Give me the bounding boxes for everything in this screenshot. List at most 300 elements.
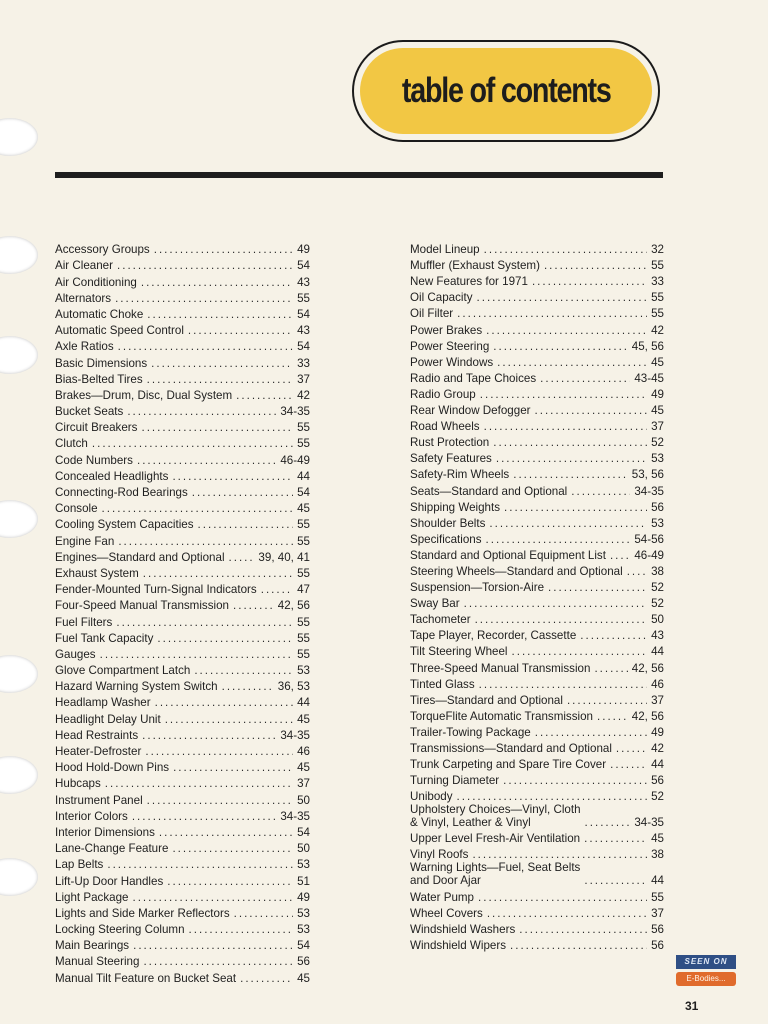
toc-entry-page: 49 — [651, 387, 664, 401]
toc-entry-page: 53 — [651, 516, 664, 530]
toc-entry-page: 42, 56 — [631, 709, 664, 723]
header-rule — [55, 172, 663, 178]
toc-entry-label: Radio and Tape Choices — [410, 371, 537, 385]
toc-entry-page: 54 — [297, 825, 310, 839]
toc-entry — [55, 305, 310, 321]
toc-entry-page: 56 — [651, 774, 664, 788]
toc-entry — [410, 369, 664, 385]
toc-entry — [410, 449, 664, 465]
toc-entry — [55, 434, 310, 450]
toc-entry-label: Power Brakes — [410, 323, 483, 337]
toc-dot-leader — [233, 599, 274, 612]
toc-entry-page: 45 — [297, 712, 310, 726]
toc-dot-leader — [261, 583, 293, 596]
toc-entry-label: Transmissions—Standard and Optional — [410, 742, 612, 755]
toc-entry-label: Interior Colors — [55, 809, 128, 823]
toc-entry-label: Power Steering — [410, 339, 490, 353]
toc-entry-page: 34-35 — [634, 484, 664, 498]
toc-entry-page: 54 — [297, 486, 310, 499]
toc-dot-leader — [188, 324, 293, 337]
toc-entry-label: Muffler (Exhaust System) — [410, 259, 540, 273]
toc-dot-leader — [154, 243, 293, 256]
toc-entry-label: TorqueFlite Automatic Transmission — [410, 709, 593, 723]
toc-entry — [410, 626, 664, 642]
toc-dot-leader — [513, 468, 628, 481]
toc-dot-leader — [172, 842, 293, 855]
page-title: table of contents — [401, 71, 611, 110]
toc-dot-leader — [585, 816, 631, 829]
toc-entry-page: 43 — [297, 324, 310, 338]
toc-entry-label: Turning Diameter — [410, 774, 500, 788]
toc-entry-label: Main Bearings — [55, 939, 130, 953]
toc-dot-leader — [487, 907, 647, 920]
toc-dot-leader — [127, 405, 276, 418]
toc-dot-leader — [457, 307, 647, 320]
toc-entry-page: 37 — [651, 906, 664, 920]
toc-entry — [55, 904, 310, 920]
toc-dot-leader — [480, 388, 647, 401]
toc-entry-page: 34-35 — [634, 816, 664, 830]
toc-entry-page: 55 — [297, 291, 310, 305]
toc-entry — [55, 629, 310, 645]
toc-dot-leader — [567, 694, 647, 707]
toc-entry-label: Fender-Mounted Turn-Signal Indicators — [55, 583, 257, 597]
toc-entry — [410, 256, 664, 272]
toc-entry — [55, 467, 310, 483]
toc-entry-page: 45 — [651, 355, 664, 369]
toc-entry-label: Lane-Change Feature — [55, 842, 169, 856]
toc-entry-page: 45 — [297, 761, 310, 775]
toc-dot-leader — [189, 923, 294, 936]
toc-dot-leader — [137, 454, 276, 467]
toc-entry-label: Fuel Filters — [55, 615, 113, 629]
toc-entry-page: 38 — [651, 848, 664, 862]
toc-entry-page: 47 — [297, 583, 310, 597]
toc-entry — [55, 790, 310, 806]
toc-entry — [55, 936, 310, 952]
toc-entry-page: 44 — [297, 469, 310, 483]
toc-entry-page: 55 — [651, 890, 664, 904]
toc-entry — [410, 861, 664, 887]
toc-dot-leader — [486, 324, 647, 337]
toc-dot-leader — [159, 826, 293, 839]
toc-dot-leader — [493, 340, 628, 353]
toc-entry — [410, 803, 664, 829]
toc-entry-page: 50 — [297, 793, 310, 807]
toc-entry-page: 55 — [651, 259, 664, 273]
toc-entry-label: Tinted Glass — [410, 677, 475, 691]
toc-entry — [55, 612, 310, 628]
toc-entry — [410, 787, 664, 803]
toc-entry-label: Lights and Side Marker Reflectors — [55, 906, 230, 920]
toc-dot-leader — [145, 745, 293, 758]
toc-entry — [55, 774, 310, 790]
toc-entry-page: 54 — [297, 307, 310, 321]
toc-entry-label: Clutch — [55, 437, 88, 451]
toc-entry-label: Automatic Speed Control — [55, 324, 184, 338]
toc-entry — [55, 256, 310, 272]
toc-entry-page: 49 — [297, 890, 310, 904]
toc-entry-label: Trunk Carpeting and Spare Tire Cover — [410, 758, 607, 772]
toc-entry-page: 55 — [297, 631, 310, 645]
toc-entry-label: Alternators — [55, 291, 112, 305]
toc-entry — [55, 645, 310, 661]
toc-dot-leader — [484, 420, 647, 433]
toc-dot-leader — [236, 389, 293, 402]
toc-entry-page: 56 — [651, 922, 664, 936]
toc-entry — [410, 272, 664, 288]
toc-entry — [410, 240, 664, 256]
toc-dot-leader — [535, 404, 648, 417]
toc-entry-page: 46-49 — [280, 453, 310, 467]
binder-hole — [0, 236, 38, 274]
toc-entry-label: Tilt Steering Wheel — [410, 645, 508, 659]
toc-entry — [410, 771, 664, 787]
toc-entry-label: Specifications — [410, 532, 482, 546]
binder-hole — [0, 118, 38, 156]
toc-dot-leader — [117, 259, 293, 272]
toc-dot-leader — [194, 664, 293, 677]
watermark-line2: E-Bodies... — [676, 972, 736, 986]
toc-entry — [410, 546, 664, 562]
toc-dot-leader — [597, 710, 628, 723]
toc-entry-label: Accessory Groups — [55, 243, 150, 257]
toc-entry-page: 55 — [297, 437, 310, 451]
toc-entry-label: Connecting-Rod Bearings — [55, 486, 188, 499]
toc-entry — [410, 642, 664, 658]
toc-entry-page: 45 — [297, 971, 310, 985]
toc-entry — [410, 610, 664, 626]
toc-entry-label: Power Windows — [410, 355, 494, 369]
toc-entry — [55, 839, 310, 855]
toc-column-right — [410, 240, 664, 952]
toc-dot-leader — [497, 356, 647, 369]
toc-entry-label: Vinyl Roofs — [410, 848, 469, 862]
toc-entry-label: Shipping Weights — [410, 500, 501, 514]
toc-entry-page: 45 — [651, 832, 664, 846]
toc-dot-leader — [234, 907, 293, 920]
toc-entry — [55, 888, 310, 904]
toc-entry-page: 33 — [651, 275, 664, 289]
toc-entry-label: Automatic Choke — [55, 307, 144, 321]
toc-entry-label: Heater-Defroster — [55, 745, 142, 758]
toc-entry-label: Oil Filter — [410, 307, 454, 321]
toc-entry — [55, 726, 310, 742]
toc-entry — [410, 385, 664, 401]
toc-entry-label: Circuit Breakers — [55, 421, 138, 435]
toc-entry — [55, 370, 310, 386]
toc-dot-leader — [147, 308, 293, 321]
toc-entry — [55, 952, 310, 968]
toc-entry-page: 34-35 — [280, 809, 310, 823]
binder-hole — [0, 500, 38, 538]
toc-entry — [55, 499, 310, 515]
toc-entry-label: Interior Dimensions — [55, 825, 155, 839]
toc-entry-page: 55 — [297, 421, 310, 435]
toc-entry-page: 49 — [297, 243, 310, 257]
toc-entry — [55, 661, 310, 677]
toc-dot-leader — [172, 470, 293, 483]
toc-entry-page: 53 — [297, 858, 310, 872]
toc-entry-label: Instrument Panel — [55, 793, 143, 807]
toc-entry-page: 55 — [297, 534, 310, 548]
toc-entry — [55, 450, 310, 466]
toc-entry — [410, 320, 664, 336]
toc-entry — [410, 845, 664, 861]
toc-entry — [410, 691, 664, 707]
toc-entry-label: Three-Speed Manual Transmission — [410, 661, 591, 675]
toc-entry-label: Hubcaps — [55, 777, 101, 791]
toc-entry-page: 43-45 — [634, 371, 664, 385]
binder-hole — [0, 336, 38, 374]
toc-entry — [55, 742, 310, 758]
toc-entry-page: 56 — [651, 500, 664, 514]
page-number: 31 — [685, 999, 699, 1013]
toc-entry-page: 52 — [651, 581, 664, 595]
toc-entry — [410, 739, 664, 755]
toc-dot-leader — [464, 597, 647, 610]
toc-dot-leader — [457, 790, 648, 803]
toc-dot-leader — [544, 259, 647, 272]
toc-dot-leader — [548, 581, 647, 594]
toc-entry — [55, 240, 310, 256]
watermark-logo — [676, 955, 736, 986]
toc-dot-leader — [512, 645, 648, 658]
toc-dot-leader — [132, 810, 277, 823]
toc-dot-leader — [519, 923, 647, 936]
toc-entry — [55, 548, 310, 564]
toc-entry — [410, 887, 664, 903]
toc-entry-label: Sway Bar — [410, 597, 460, 611]
toc-dot-leader — [478, 891, 647, 904]
toc-entry-page: 45, 56 — [631, 339, 664, 353]
toc-entry — [55, 580, 310, 596]
toc-entry — [410, 829, 664, 845]
toc-entry-page: 53 — [297, 664, 310, 678]
toc-entry — [410, 417, 664, 433]
toc-entry-label: Air Cleaner — [55, 259, 113, 273]
toc-dot-leader — [479, 678, 647, 691]
toc-entry-page: 36, 53 — [277, 680, 310, 694]
toc-entry — [55, 289, 310, 305]
toc-dot-leader — [610, 758, 647, 771]
toc-entry-label: Air Conditioning — [55, 275, 137, 289]
toc-entry — [55, 337, 310, 353]
toc-entry-page: 44 — [651, 874, 664, 888]
toc-entry-label: New Features for 1971 — [410, 275, 528, 289]
toc-entry-page: 42 — [297, 388, 310, 402]
toc-entry — [410, 530, 664, 546]
toc-dot-leader — [100, 648, 293, 661]
toc-entry — [55, 418, 310, 434]
toc-entry-label: Cooling System Capacities — [55, 518, 194, 532]
toc-dot-leader — [240, 972, 293, 985]
binder-hole — [0, 756, 38, 794]
toc-entry — [55, 272, 310, 288]
toc-entry-label: Safety-Rim Wheels — [410, 468, 510, 482]
toc-entry-label: Rust Protection — [410, 436, 490, 450]
toc-entry-label: Four-Speed Manual Transmission — [55, 599, 229, 613]
toc-dot-leader — [540, 372, 630, 385]
toc-dot-leader — [610, 549, 630, 562]
toc-entry — [55, 402, 310, 418]
toc-entry-label: Unibody — [410, 790, 453, 804]
toc-dot-leader — [105, 777, 293, 790]
toc-dot-leader — [92, 437, 293, 450]
toc-entry-label: Bias-Belted Tires — [55, 372, 143, 386]
toc-entry-label: Basic Dimensions — [55, 356, 148, 370]
toc-entry-label: Upholstery Choices—Vinyl, Cloth & Vinyl, Leather & Vinyl — [410, 803, 581, 830]
toc-entry-label: Code Numbers — [55, 453, 133, 467]
toc-entry-page: 54 — [297, 340, 310, 354]
toc-entry-page: 55 — [297, 647, 310, 661]
toc-dot-leader — [102, 502, 294, 515]
toc-entry-label: Windshield Washers — [410, 922, 516, 936]
toc-entry — [55, 677, 310, 693]
toc-dot-leader — [132, 891, 293, 904]
toc-entry-page: 53 — [651, 452, 664, 466]
toc-entry-page: 34-35 — [280, 728, 310, 742]
toc-entry-page: 54 — [297, 939, 310, 953]
toc-dot-leader — [627, 565, 647, 578]
toc-entry — [410, 433, 664, 449]
toc-entry-label: Lift-Up Door Handles — [55, 874, 164, 888]
toc-entry-label: Upper Level Fresh-Air Ventilation — [410, 832, 581, 846]
toc-dot-leader — [504, 501, 647, 514]
toc-entry-label: Seats—Standard and Optional — [410, 484, 568, 498]
toc-entry-page: 50 — [651, 613, 664, 627]
toc-entry-label: Gauges — [55, 647, 96, 661]
toc-entry-page: 37 — [651, 420, 664, 434]
watermark-line1: SEEN ON — [676, 955, 736, 969]
toc-entry-page: 56 — [297, 955, 310, 969]
toc-dot-leader — [155, 696, 294, 709]
toc-entry-page: 33 — [297, 356, 310, 370]
toc-entry-label: Wheel Covers — [410, 906, 483, 920]
toc-entry-page: 46 — [297, 745, 310, 758]
toc-dot-leader — [594, 662, 627, 675]
toc-entry — [55, 807, 310, 823]
toc-dot-leader — [486, 533, 631, 546]
toc-entry-page: 42, 56 — [277, 599, 310, 613]
toc-entry-label: Fuel Tank Capacity — [55, 631, 154, 645]
toc-entry-label: Head Restraints — [55, 728, 139, 742]
toc-entry-page: 53, 56 — [631, 468, 664, 482]
toc-entry-label: Standard and Optional Equipment List — [410, 548, 606, 562]
title-badge-fill — [360, 48, 652, 134]
toc-entry — [410, 755, 664, 771]
toc-entry — [55, 531, 310, 547]
toc-dot-leader — [143, 955, 293, 968]
toc-column-left — [55, 240, 310, 985]
toc-entry-label: Axle Ratios — [55, 340, 114, 354]
toc-dot-leader — [503, 774, 647, 787]
toc-entry-page: 55 — [297, 566, 310, 580]
toc-entry-page: 39, 40, 41 — [258, 550, 310, 564]
toc-entry — [410, 594, 664, 610]
toc-dot-leader — [147, 794, 293, 807]
toc-entry — [55, 693, 310, 709]
toc-entry-page: 46-49 — [634, 548, 664, 562]
toc-dot-leader — [192, 486, 293, 499]
toc-entry-page: 54 — [297, 259, 310, 273]
toc-entry-page: 38 — [651, 564, 664, 578]
toc-dot-leader — [157, 632, 293, 645]
toc-entry-label: Road Wheels — [410, 420, 480, 434]
toc-dot-leader — [198, 518, 294, 531]
toc-entry — [55, 564, 310, 580]
toc-dot-leader — [151, 357, 293, 370]
toc-entry — [55, 321, 310, 337]
toc-entry-page: 55 — [297, 518, 310, 532]
toc-entry-page: 53 — [297, 906, 310, 920]
toc-entry-page: 53 — [297, 923, 310, 937]
toc-entry — [410, 562, 664, 578]
toc-dot-leader — [165, 713, 293, 726]
toc-dot-leader — [532, 275, 647, 288]
toc-entry-label: Water Pump — [410, 890, 474, 904]
toc-entry — [410, 675, 664, 691]
toc-entry-label: Radio Group — [410, 387, 476, 401]
toc-dot-leader — [173, 761, 293, 774]
toc-dot-leader — [489, 517, 647, 530]
toc-entry — [55, 823, 310, 839]
toc-entry-page: 44 — [651, 758, 664, 772]
toc-entry-label: Warning Lights—Fuel, Seat Belts and Door Ajar — [410, 861, 581, 888]
toc-entry-label: Shoulder Belts — [410, 516, 486, 530]
toc-entry-page: 52 — [651, 790, 664, 804]
toc-entry — [410, 465, 664, 481]
binder-hole — [0, 655, 38, 693]
toc-dot-leader — [141, 421, 293, 434]
toc-entry-label: Locking Steering Column — [55, 923, 185, 937]
toc-dot-leader — [133, 939, 293, 952]
toc-entry-page: 56 — [651, 938, 664, 952]
toc-entry — [410, 304, 664, 320]
toc-entry — [55, 968, 310, 984]
toc-entry-page: 52 — [651, 436, 664, 450]
toc-entry-label: Safety Features — [410, 452, 492, 466]
toc-entry-label: Console — [55, 502, 98, 516]
toc-entry-page: 43 — [651, 629, 664, 643]
toc-entry-label: Tachometer — [410, 613, 471, 627]
toc-entry — [55, 920, 310, 936]
toc-entry-label: Light Package — [55, 890, 129, 904]
toc-entry-page: 44 — [651, 645, 664, 659]
toc-entry-label: Windshield Wipers — [410, 938, 506, 952]
toc-entry — [55, 483, 310, 499]
toc-entry — [55, 709, 310, 725]
toc-entry-page: 45 — [651, 404, 664, 418]
toc-dot-leader — [584, 874, 647, 887]
toc-entry-page: 37 — [297, 777, 310, 791]
toc-entry-label: Brakes—Drum, Disc, Dual System — [55, 388, 233, 402]
toc-dot-leader — [147, 373, 293, 386]
toc-dot-leader — [141, 276, 293, 289]
toc-dot-leader — [616, 742, 647, 755]
toc-entry-label: Oil Capacity — [410, 291, 473, 305]
toc-entry-label: Concealed Headlights — [55, 469, 169, 483]
toc-entry — [55, 871, 310, 887]
toc-entry-label: Suspension—Torsion-Aire — [410, 581, 545, 595]
toc-entry-label: Engine Fan — [55, 534, 115, 548]
toc-entry-page: 52 — [651, 597, 664, 611]
toc-entry-label: Steering Wheels—Standard and Optional — [410, 564, 623, 578]
toc-dot-leader — [477, 291, 648, 304]
toc-dot-leader — [167, 875, 293, 888]
toc-entry — [410, 498, 664, 514]
toc-entry — [410, 578, 664, 594]
